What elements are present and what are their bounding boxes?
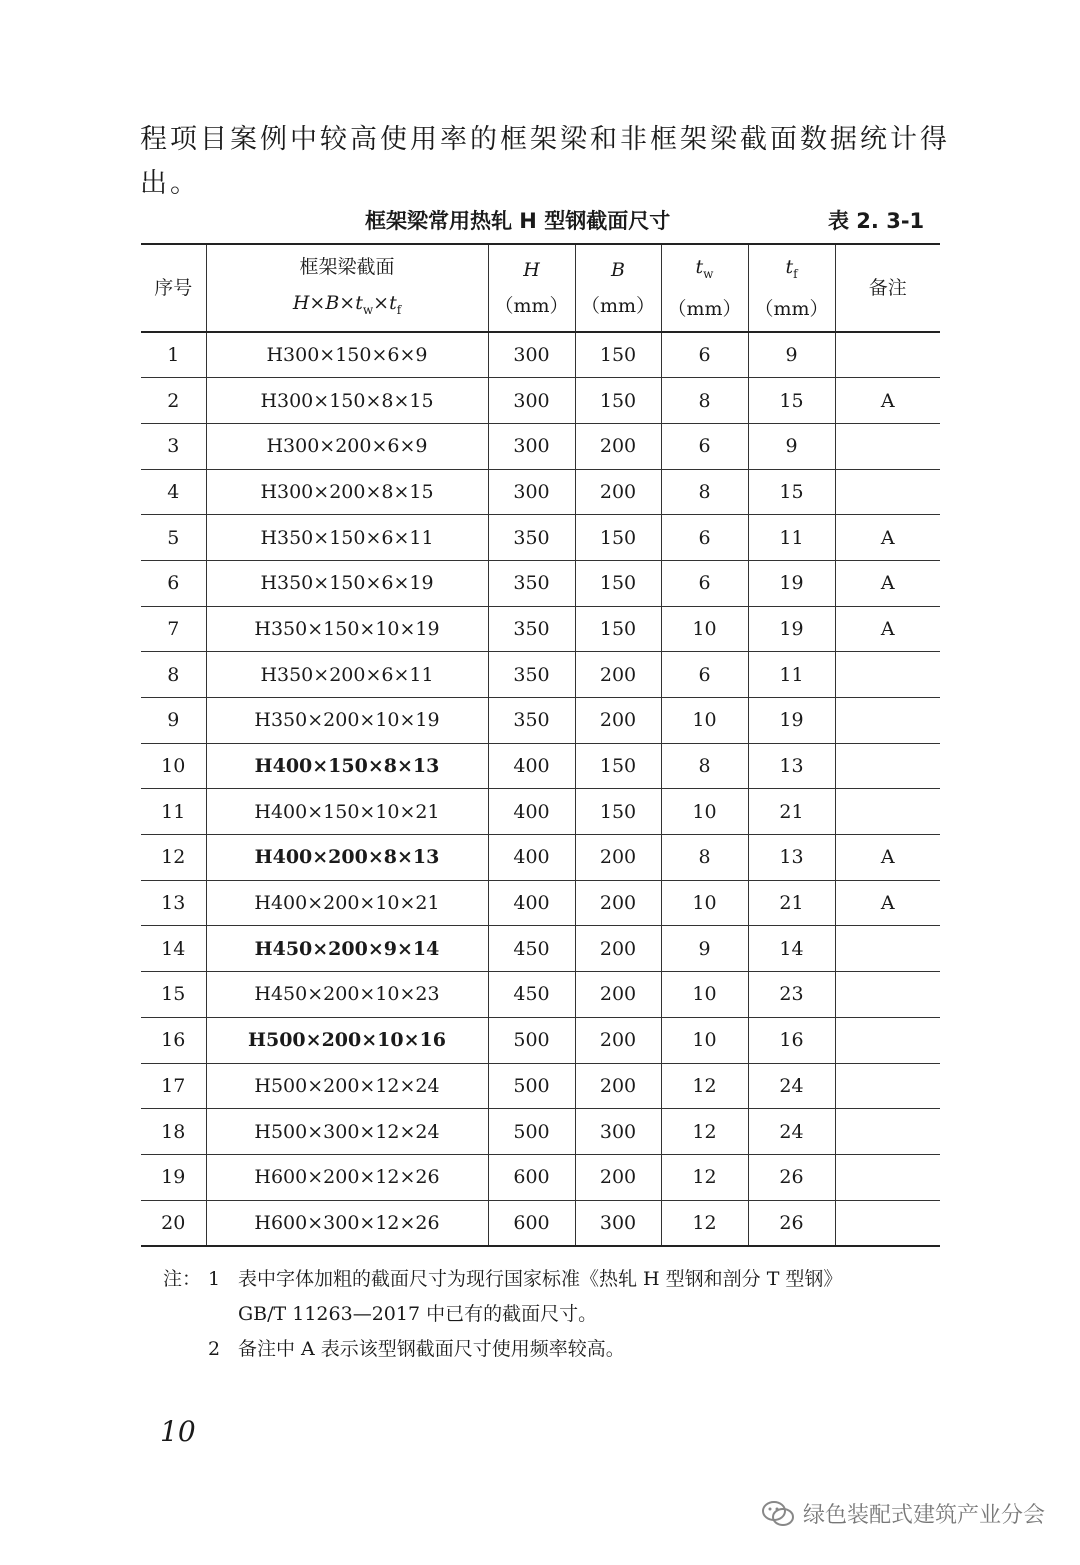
- cell-remark: [835, 469, 940, 515]
- header-tw: $t_w$ （mm）: [661, 244, 748, 332]
- cell-H: 300: [488, 378, 575, 424]
- cell-seq: 14: [141, 926, 206, 972]
- cell-tf: 9: [748, 423, 835, 469]
- cell-tw: 8: [661, 469, 748, 515]
- cell-remark: [835, 698, 940, 744]
- cell-remark: [835, 1200, 940, 1246]
- cell-tf: 26: [748, 1154, 835, 1200]
- notes-label: 注：: [163, 1268, 202, 1290]
- cell-H: 500: [488, 1017, 575, 1063]
- cell-remark: [835, 743, 940, 789]
- cell-section: H500×200×12×24: [206, 1063, 488, 1109]
- cell-seq: 4: [141, 469, 206, 515]
- cell-seq: 10: [141, 743, 206, 789]
- cell-tf: 19: [748, 606, 835, 652]
- cell-H: 500: [488, 1063, 575, 1109]
- cell-B: 200: [575, 1154, 661, 1200]
- cell-section: H350×150×6×11: [206, 515, 488, 561]
- cell-B: 200: [575, 652, 661, 698]
- watermark: [761, 1498, 1045, 1529]
- cell-tf: 11: [748, 515, 835, 561]
- cell-H: 350: [488, 515, 575, 561]
- cell-tf: 13: [748, 835, 835, 881]
- table-row: [141, 1200, 940, 1246]
- cell-B: 300: [575, 1109, 661, 1155]
- cell-tf: 14: [748, 926, 835, 972]
- cell-H: 300: [488, 332, 575, 378]
- cell-B: 200: [575, 835, 661, 881]
- cell-section: H300×150×8×15: [206, 378, 488, 424]
- cell-section: H350×150×6×19: [206, 560, 488, 606]
- cell-H: 400: [488, 743, 575, 789]
- table-row: [141, 789, 940, 835]
- cell-H: 300: [488, 469, 575, 515]
- cell-section: H600×300×12×26: [206, 1200, 488, 1246]
- cell-B: 200: [575, 698, 661, 744]
- cell-seq: 17: [141, 1063, 206, 1109]
- table-notes: [163, 1262, 963, 1367]
- cell-B: 150: [575, 789, 661, 835]
- cell-tw: 6: [661, 515, 748, 561]
- cell-seq: 19: [141, 1154, 206, 1200]
- watermark-text: 绿色装配式建筑产业分会: [802, 1503, 1045, 1528]
- cell-B: 150: [575, 560, 661, 606]
- cell-section: H350×150×10×19: [206, 606, 488, 652]
- cell-tf: 24: [748, 1063, 835, 1109]
- table-row: [141, 926, 940, 972]
- cell-remark: [835, 1063, 940, 1109]
- cell-tw: 10: [661, 1017, 748, 1063]
- table-row: [141, 835, 940, 881]
- cell-remark: [835, 332, 940, 378]
- cell-seq: 16: [141, 1017, 206, 1063]
- cell-H: 300: [488, 423, 575, 469]
- cell-B: 200: [575, 469, 661, 515]
- cell-tw: 8: [661, 743, 748, 789]
- wechat-icon: [761, 1500, 795, 1528]
- cell-section: H350×200×10×19: [206, 698, 488, 744]
- note-2: 2 备注中 A 表示该型钢截面尺寸使用频率较高。: [208, 1338, 625, 1360]
- cell-section: H400×200×8×13: [206, 835, 488, 881]
- cell-section: H350×200×6×11: [206, 652, 488, 698]
- cell-H: 600: [488, 1154, 575, 1200]
- cell-section: H500×300×12×24: [206, 1109, 488, 1155]
- cell-seq: 18: [141, 1109, 206, 1155]
- table-row: [141, 1017, 940, 1063]
- cell-remark: [835, 789, 940, 835]
- cell-seq: 2: [141, 378, 206, 424]
- cell-tw: 8: [661, 835, 748, 881]
- cell-remark: [835, 1017, 940, 1063]
- cell-section: H600×200×12×26: [206, 1154, 488, 1200]
- cell-B: 200: [575, 880, 661, 926]
- cell-H: 600: [488, 1200, 575, 1246]
- cell-H: 350: [488, 606, 575, 652]
- cell-tf: 21: [748, 880, 835, 926]
- cell-seq: 11: [141, 789, 206, 835]
- cell-B: 150: [575, 515, 661, 561]
- cell-section: H300×200×8×15: [206, 469, 488, 515]
- cell-B: 150: [575, 743, 661, 789]
- cell-B: 300: [575, 1200, 661, 1246]
- cell-section: H300×150×6×9: [206, 332, 488, 378]
- cell-seq: 7: [141, 606, 206, 652]
- section-size-table: [141, 243, 940, 1247]
- cell-H: 500: [488, 1109, 575, 1155]
- cell-seq: 12: [141, 835, 206, 881]
- cell-B: 200: [575, 972, 661, 1018]
- table-row: [141, 332, 940, 378]
- cell-H: 400: [488, 880, 575, 926]
- table-row: [141, 652, 940, 698]
- header-section-formula: $H\times B\times t_w\times t_f$: [292, 291, 402, 317]
- header-H: H （mm）: [488, 244, 575, 332]
- cell-tf: 15: [748, 469, 835, 515]
- header-remark: 备注: [835, 244, 940, 332]
- cell-seq: 1: [141, 332, 206, 378]
- cell-seq: 13: [141, 880, 206, 926]
- table-row: [141, 1109, 940, 1155]
- cell-tw: 9: [661, 926, 748, 972]
- cell-tf: 19: [748, 698, 835, 744]
- cell-H: 450: [488, 972, 575, 1018]
- page-number: 10: [160, 1415, 196, 1448]
- table-row: [141, 1063, 940, 1109]
- cell-B: 200: [575, 926, 661, 972]
- header-section: [206, 244, 488, 332]
- cell-tw: 6: [661, 652, 748, 698]
- cell-remark: [835, 423, 940, 469]
- cell-section: H500×200×10×16: [206, 1017, 488, 1063]
- table-row: [141, 469, 940, 515]
- cell-tf: 9: [748, 332, 835, 378]
- cell-tw: 12: [661, 1200, 748, 1246]
- table-row: [141, 880, 940, 926]
- cell-remark: [835, 1154, 940, 1200]
- table-row: [141, 698, 940, 744]
- cell-B: 150: [575, 332, 661, 378]
- cell-tw: 12: [661, 1063, 748, 1109]
- table-row: [141, 972, 940, 1018]
- cell-remark: [835, 972, 940, 1018]
- table-row: [141, 606, 940, 652]
- cell-H: 400: [488, 835, 575, 881]
- cell-B: 150: [575, 606, 661, 652]
- header-section-title: 框架梁截面: [299, 255, 395, 278]
- note-1: 注： 1 表中字体加粗的截面尺寸为现行国家标准《热轧 H 型钢和剖分 T 型钢》: [163, 1262, 963, 1297]
- cell-tw: 6: [661, 423, 748, 469]
- cell-tf: 23: [748, 972, 835, 1018]
- cell-section: H400×200×10×21: [206, 880, 488, 926]
- cell-seq: 15: [141, 972, 206, 1018]
- intro-paragraph: 程项目案例中较高使用率的框架梁和非框架梁截面数据统计得出。: [140, 124, 950, 199]
- table-row: [141, 423, 940, 469]
- cell-remark: [835, 926, 940, 972]
- cell-tw: 12: [661, 1154, 748, 1200]
- cell-tf: 11: [748, 652, 835, 698]
- note-1-continued: GB/T 11263—2017 中已有的截面尺寸。: [238, 1303, 598, 1325]
- cell-B: 200: [575, 1017, 661, 1063]
- table-row: [141, 743, 940, 789]
- cell-remark: A: [835, 606, 940, 652]
- cell-seq: 5: [141, 515, 206, 561]
- cell-tf: 24: [748, 1109, 835, 1155]
- cell-tw: 6: [661, 560, 748, 606]
- cell-B: 200: [575, 423, 661, 469]
- cell-section: H450×200×9×14: [206, 926, 488, 972]
- cell-tf: 13: [748, 743, 835, 789]
- cell-tw: 10: [661, 698, 748, 744]
- table-header-row: [141, 244, 940, 332]
- cell-remark: A: [835, 515, 940, 561]
- cell-H: 450: [488, 926, 575, 972]
- cell-B: 150: [575, 378, 661, 424]
- cell-remark: A: [835, 835, 940, 881]
- table-row: [141, 378, 940, 424]
- cell-H: 350: [488, 698, 575, 744]
- cell-section: H400×150×8×13: [206, 743, 488, 789]
- table-row: [141, 515, 940, 561]
- cell-tw: 10: [661, 972, 748, 1018]
- cell-seq: 3: [141, 423, 206, 469]
- cell-B: 200: [575, 1063, 661, 1109]
- table-caption-title: 框架梁常用热轧 H 型钢截面尺寸: [365, 209, 671, 233]
- cell-tw: 6: [661, 332, 748, 378]
- cell-H: 400: [488, 789, 575, 835]
- cell-tw: 12: [661, 1109, 748, 1155]
- cell-H: 350: [488, 652, 575, 698]
- table-body: [141, 332, 940, 1246]
- table-caption-number: 表 2. 3-1: [828, 209, 925, 233]
- cell-tf: 16: [748, 1017, 835, 1063]
- cell-tw: 10: [661, 606, 748, 652]
- cell-tf: 26: [748, 1200, 835, 1246]
- cell-remark: A: [835, 880, 940, 926]
- cell-remark: [835, 1109, 940, 1155]
- cell-seq: 9: [141, 698, 206, 744]
- header-tf: $t_f$ （mm）: [748, 244, 835, 332]
- cell-seq: 6: [141, 560, 206, 606]
- cell-tf: 19: [748, 560, 835, 606]
- cell-remark: A: [835, 378, 940, 424]
- cell-seq: 8: [141, 652, 206, 698]
- header-seq: 序号: [141, 244, 206, 332]
- cell-tw: 10: [661, 789, 748, 835]
- cell-section: H450×200×10×23: [206, 972, 488, 1018]
- cell-tf: 21: [748, 789, 835, 835]
- cell-remark: A: [835, 560, 940, 606]
- table-row: [141, 560, 940, 606]
- cell-H: 350: [488, 560, 575, 606]
- cell-section: H300×200×6×9: [206, 423, 488, 469]
- cell-tw: 10: [661, 880, 748, 926]
- cell-tw: 8: [661, 378, 748, 424]
- cell-remark: [835, 652, 940, 698]
- cell-section: H400×150×10×21: [206, 789, 488, 835]
- header-B: B （mm）: [575, 244, 661, 332]
- table-row: [141, 1154, 940, 1200]
- cell-seq: 20: [141, 1200, 206, 1246]
- cell-tf: 15: [748, 378, 835, 424]
